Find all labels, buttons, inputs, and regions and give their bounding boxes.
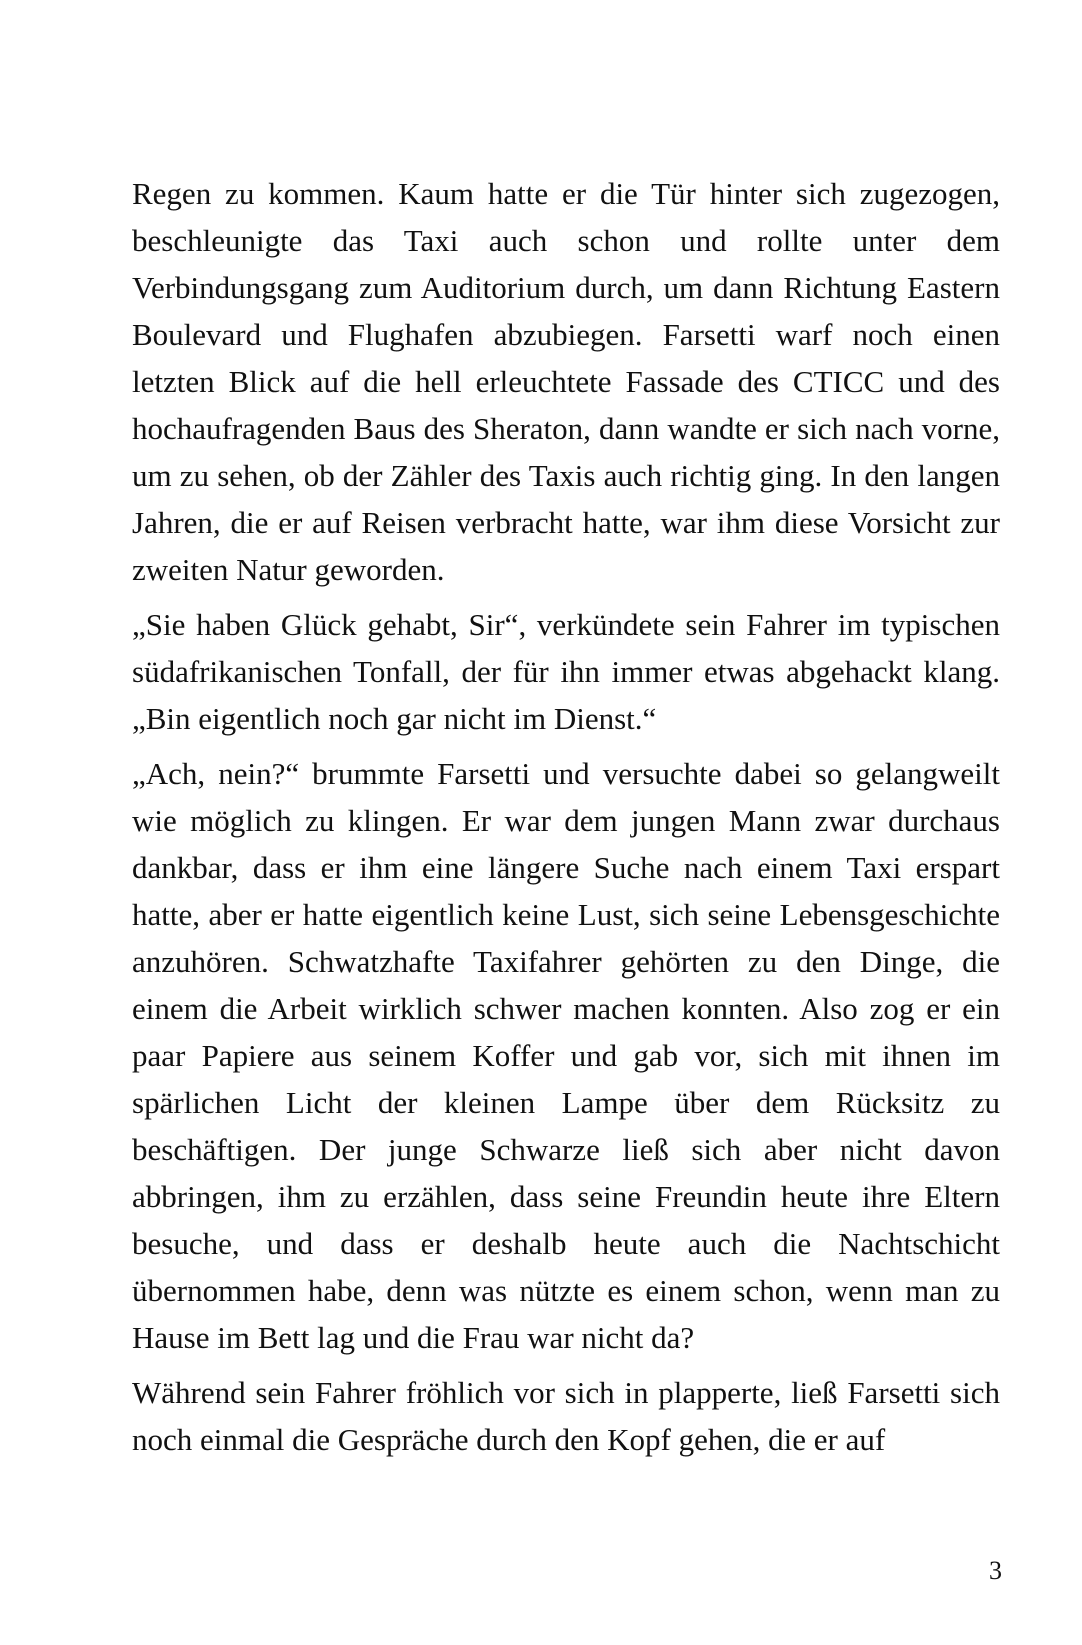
paragraph: „Ach, nein?“ brummte Farsetti und versuchte dabei so gelangweilt wie möglich zu klingen. Er war dem jungen Mann zwar durchaus dankbar, dass er ihm eine längere Suche nach einem Taxi erspart hatte, aber er hatte eigentlich keine Lust, sich seine Lebensgeschichte anzuhören. Schwatzhafte Taxifahrer gehörten zu den Dinge, die einem die Arbeit wirklich schwer machen konnten. Also zog er ein paar Papiere aus seinem Koffer und gab vor, sich mit ihnen im spärlichen Licht der kleinen Lampe über dem Rücksitz zu beschäftigen. Der junge Schwarze ließ sich aber nicht davon abbringen, ihm zu erzählen, dass seine Freundin heute ihre Eltern besuche, und dass er deshalb heute auch die Nachtschicht übernommen habe, denn was nützte es einem schon, wenn man zu Hause im Bett lag und die Frau war nicht da?: [132, 756, 1000, 1355]
body-text: [132, 170, 1000, 1463]
page-number: 3: [989, 1556, 1002, 1585]
paragraph: Während sein Fahrer fröhlich vor sich in plapperte, ließ Farsetti sich noch einmal die Gespräche durch den Kopf gehen, die er auf: [132, 1375, 1000, 1457]
paragraph: Regen zu kommen. Kaum hatte er die Tür hinter sich zugezogen, beschleunigte das Taxi auch schon und rollte unter dem Verbindungsgang zum Auditorium durch, um dann Richtung Eastern Boulevard und Flughafen abzubiegen. Farsetti warf noch einen letzten Blick auf die hell erleuchtete Fassade des CTICC und des hochaufragenden Baus des Sheraton, dann wandte er sich nach vorne, um zu sehen, ob der Zähler des Taxis auch richtig ging. In den langen Jahren, die er auf Reisen verbracht hatte, war ihm diese Vorsicht zur zweiten Natur geworden.: [132, 176, 1000, 587]
paragraph: „Sie haben Glück gehabt, Sir“, verkündete sein Fahrer im typischen südafrikanischen Tonfall, der für ihn immer etwas abgehackt klang. „Bin eigentlich noch gar nicht im Dienst.“: [132, 607, 1000, 736]
